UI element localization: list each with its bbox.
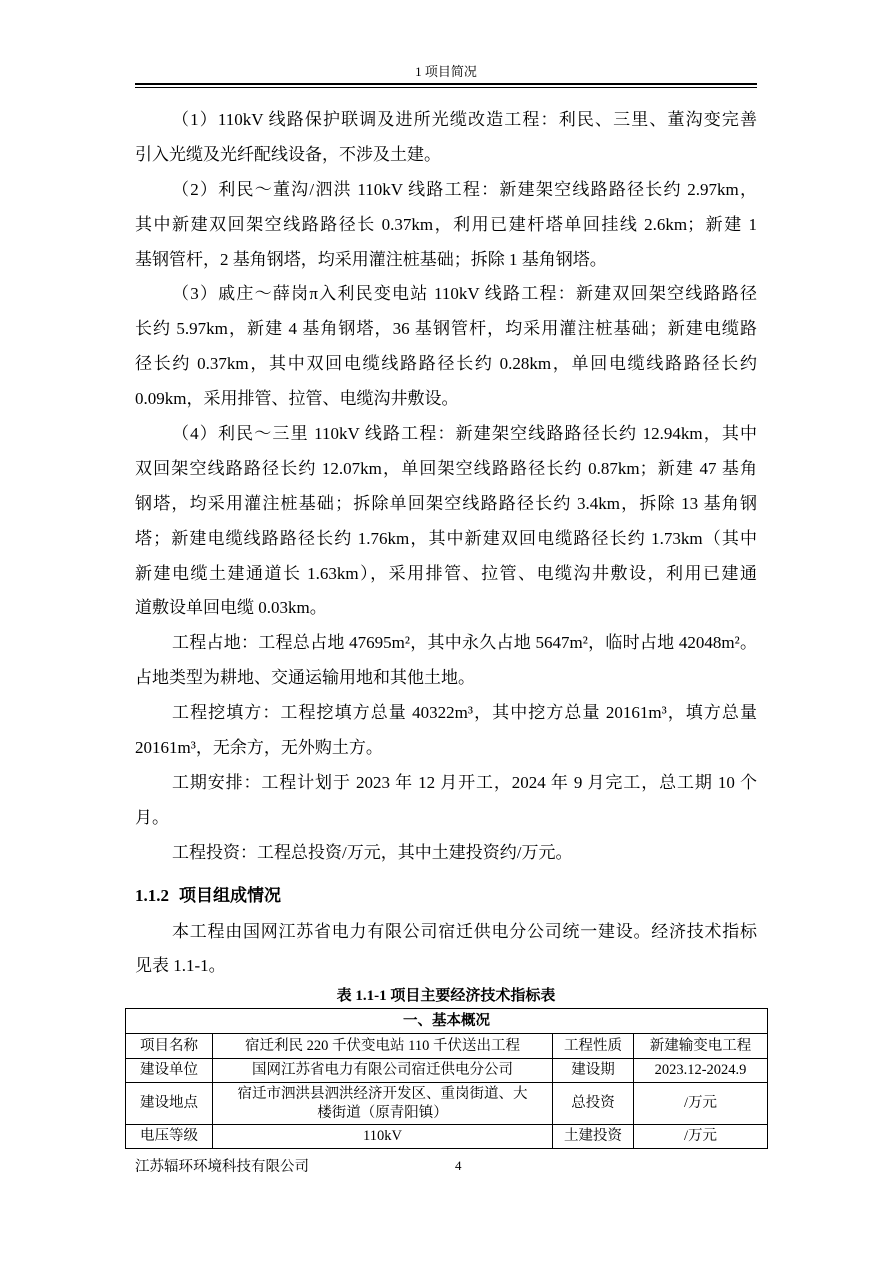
text-line: 基钢管杆，2 基角钢塔，均采用灌注桩基础；拆除 1 基角钢塔。 xyxy=(135,249,607,269)
text-line: 本工程由国网江苏省电力有限公司宿迁供电分公司统一建设。经济技术指标 xyxy=(172,921,757,941)
text-line: 占地类型为耕地、交通运输用地和其他土地。 xyxy=(135,668,475,688)
table-value-cell: /万元 xyxy=(634,1125,768,1149)
table-row xyxy=(126,1083,768,1125)
header-rule-thin xyxy=(135,87,757,88)
paragraph-composition xyxy=(135,915,757,985)
text-line: 月。 xyxy=(135,807,169,827)
running-header: 1 项目简况 xyxy=(415,64,477,79)
table-label-cell: 建设期 xyxy=(553,1059,634,1083)
paragraph-2 xyxy=(135,173,757,278)
table-label-cell: 电压等级 xyxy=(126,1125,213,1149)
table-value-cell: 国网江苏省电力有限公司宿迁供电分公司 xyxy=(213,1059,553,1083)
text-line: 塔；新建电缆线路路径长约 1.76km，其中新建双回电缆路径长约 1.73km（其中 xyxy=(135,528,757,548)
indicators-table xyxy=(125,1008,768,1149)
text-line: 工程挖填方：工程挖填方总量 40322m³，其中挖方总量 20161m³，填方总量 xyxy=(172,703,757,723)
text-line: 见表 1.1-1。 xyxy=(135,956,226,976)
text-line: 0.09km，采用排管、拉管、电缆沟井敷设。 xyxy=(135,389,459,409)
table-label-cell: 项目名称 xyxy=(126,1034,213,1059)
table-label-cell: 总投资 xyxy=(553,1083,634,1125)
footer-company: 江苏辐环环境科技有限公司 xyxy=(135,1159,309,1175)
header-rule-thick xyxy=(135,83,757,85)
text-line: 工程占地：工程总占地 47695m²，其中永久占地 5647m²，临时占地 42048m²。 xyxy=(172,633,757,653)
page-number: 4 xyxy=(455,1158,462,1173)
paragraph-earthwork xyxy=(135,696,757,766)
table-value-cell: 110kV xyxy=(213,1125,553,1149)
table-value-cell: 宿迁利民 220 千伏变电站 110 千伏送出工程 xyxy=(213,1034,553,1059)
text-line: （2）利民～董沟/泗洪 110kV 线路工程：新建架空线路路径长约 2.97km， xyxy=(172,179,757,199)
paragraph-1 xyxy=(135,103,757,173)
text-line: 道敷设单回电缆 0.03km。 xyxy=(135,598,327,618)
table-value-cell: 2023.12-2024.9 xyxy=(634,1059,768,1083)
text-line: 引入光缆及光纤配线设备，不涉及土建。 xyxy=(135,144,441,164)
text-line: 20161m³，无余方，无外购土方。 xyxy=(135,738,383,758)
text-line: 工程投资：工程总投资/万元，其中土建投资约/万元。 xyxy=(172,842,573,862)
table-value-cell: 新建输变电工程 xyxy=(634,1034,768,1059)
text-line: （1）110kV 线路保护联调及进所光缆改造工程：利民、三里、董沟变完善 xyxy=(172,110,757,129)
table-label-cell: 土建投资 xyxy=(553,1125,634,1149)
table-row xyxy=(126,1009,768,1034)
text-line: 新建电缆土建通道长 1.63km），采用排管、拉管、电缆沟井敷设，利用已建通 xyxy=(135,563,757,583)
paragraph-4 xyxy=(135,417,757,626)
text-line: 径长约 0.37km，其中双回电缆线路路径长约 0.28km，单回电缆线路路径长约 xyxy=(135,354,757,374)
table-label-cell: 建设单位 xyxy=(126,1059,213,1083)
text-line: 工期安排：工程计划于 2023 年 12 月开工，2024 年 9 月完工，总工期 10 个 xyxy=(172,772,757,792)
text-line: 长约 5.97km，新建 4 基角钢塔，36 基钢管杆，均采用灌注桩基础；新建电缆路 xyxy=(135,319,757,339)
paragraph-3 xyxy=(135,277,757,417)
table-label-cell: 工程性质 xyxy=(553,1034,634,1059)
text-line: 双回架空线路路径长约 12.07km，单回架空线路路径长约 0.87km；新建 47 基角 xyxy=(135,458,757,478)
table-section-title: 一、基本概况 xyxy=(126,1009,768,1034)
text-line: 钢塔，均采用灌注桩基础；拆除单回架空线路路径长约 3.4km，拆除 13 基角钢 xyxy=(135,493,757,513)
section-title: 项目组成情况 xyxy=(179,885,281,905)
body-text xyxy=(135,103,757,984)
text-line: 其中新建双回架空线路路径长 0.37km，利用已建杆塔单回挂线 2.6km；新建 1 xyxy=(135,214,757,234)
paragraph-schedule xyxy=(135,766,757,836)
paragraph-land-use xyxy=(135,626,757,696)
table-row xyxy=(126,1034,768,1059)
table-row xyxy=(126,1125,768,1149)
section-heading xyxy=(135,877,757,915)
table-caption: 表 1.1-1 项目主要经济技术指标表 xyxy=(336,988,556,1004)
text-line: （4）利民～三里 110kV 线路工程：新建架空线路路径长约 12.94km，其中 xyxy=(172,424,757,444)
text-line: （3）戚庄～薛岗π入利民变电站 110kV 线路工程：新建双回架空线路路径 xyxy=(172,284,757,304)
table-value-cell: 宿迁市泗洪县泗洪经济开发区、重岗街道、大楼街道（原青阳镇） xyxy=(213,1083,553,1125)
table-row xyxy=(126,1059,768,1083)
table-value-cell: /万元 xyxy=(634,1083,768,1125)
paragraph-investment xyxy=(135,836,757,871)
section-number: 1.1.2 xyxy=(135,885,169,905)
table-label-cell: 建设地点 xyxy=(126,1083,213,1125)
